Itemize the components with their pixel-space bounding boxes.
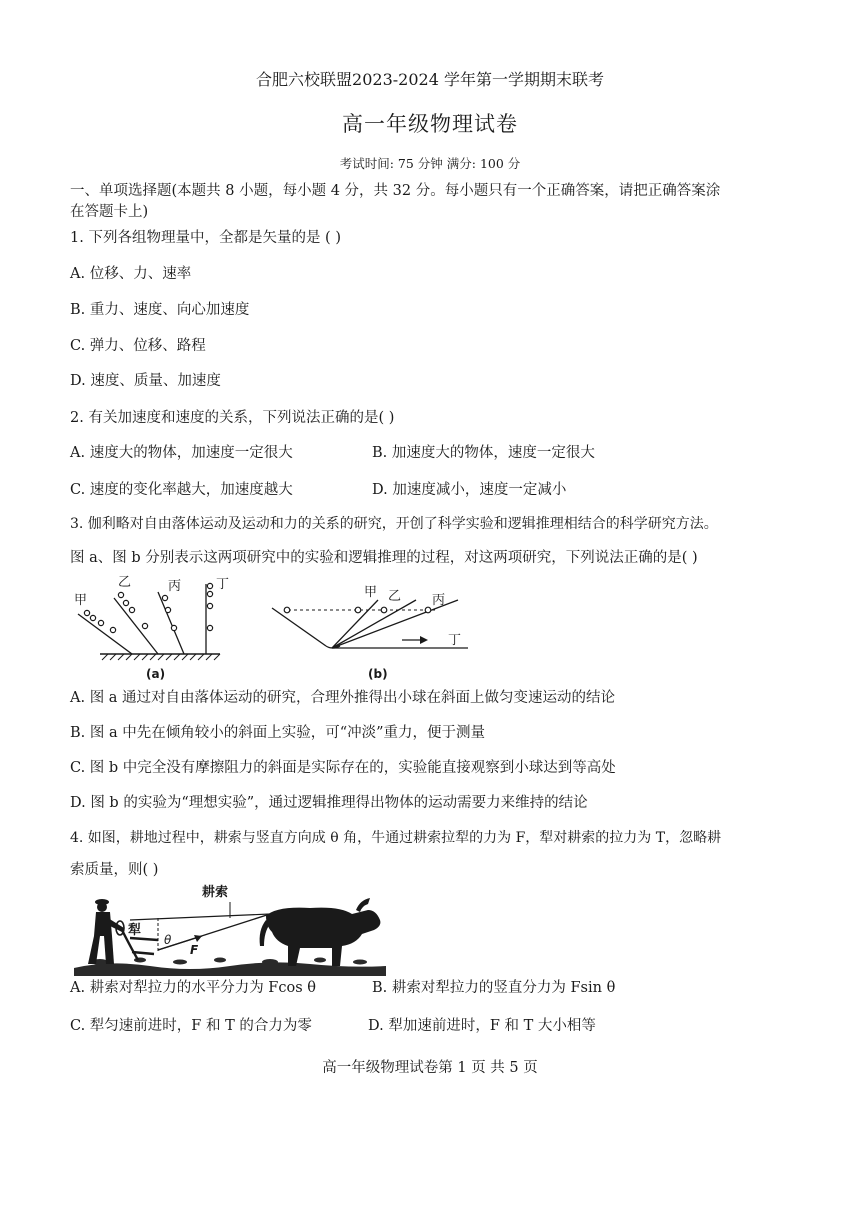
label-a-ding: 丁 — [216, 577, 230, 592]
label-b-yi: 乙 — [388, 589, 402, 604]
ball-yi-2 — [123, 600, 128, 605]
ball-b-yi — [381, 607, 387, 613]
q3-option-a: A. 图 a 通过对自由落体运动的研究，合理外推得出小球在斜面上做匀变速运动的结论 — [70, 690, 616, 706]
label-a-bing: 丙 — [168, 579, 182, 594]
ball-jia-2 — [90, 615, 95, 620]
label-b-bing: 丙 — [432, 593, 446, 608]
q4-option-c: C. 犁匀速前进时，F 和 T 的合力为零 — [70, 1018, 312, 1034]
q3-stem-line1: 3. 伽利略对自由落体运动及运动和力的关系的研究，开创了科学实验和逻辑推理相结合的科学研究方法。 — [70, 516, 718, 532]
q1-option-c: C. 弹力、位移、路程 — [70, 338, 206, 354]
q1-option-b: B. 重力、速度、向心加速度 — [70, 302, 250, 318]
ox-icon — [260, 898, 381, 966]
force-label: F — [190, 943, 199, 957]
ball-ding-1 — [207, 583, 212, 588]
q4-stem-line2: 索质量，则( ) — [70, 862, 159, 878]
exam-title: 合肥六校联盟2023-2024 学年第一学期期末联考 — [256, 70, 604, 89]
q1-option-d: D. 速度、质量、加速度 — [70, 373, 221, 389]
paper-title: 高一年级物理试卷 — [342, 112, 518, 136]
label-b-jia: 甲 — [364, 585, 378, 600]
q4-option-b: B. 耕索对犁拉力的竖直分力为 Fsin θ — [372, 980, 616, 996]
ball-b-bing — [425, 607, 431, 613]
ball-jia-3 — [98, 620, 103, 625]
plow-label: 犁 — [128, 923, 142, 938]
q2-option-b: B. 加速度大的物体，速度一定很大 — [372, 445, 595, 461]
figure-b — [268, 572, 478, 684]
ball-ding-3 — [207, 603, 212, 608]
angle-label: θ — [164, 933, 172, 947]
page-footer: 高一年级物理试卷第 1 页 共 5 页 — [322, 1060, 538, 1076]
caption-b: (b) — [368, 667, 388, 681]
q2-stem: 2. 有关加速度和速度的关系，下列说法正确的是( ) — [70, 410, 395, 426]
q2-option-c: C. 速度的变化率越大，加速度越大 — [70, 482, 293, 498]
q4-option-a: A. 耕索对犁拉力的水平分力为 Fcos θ — [70, 980, 316, 996]
caption-a: (a) — [146, 667, 166, 681]
ball-bing-1 — [162, 595, 167, 600]
label-a-jia: 甲 — [74, 593, 88, 608]
ball-b-start — [284, 607, 290, 613]
farmer-icon — [88, 899, 124, 964]
q4-stem-line1: 4. 如图，耕地过程中，耕索与竖直方向成 θ 角，牛通过耕索拉犁的力为 F，犁对耕索的拉力为 T，忽略耕 — [70, 830, 722, 846]
ball-yi-1 — [118, 592, 123, 597]
q1-option-a: A. 位移、力、速率 — [70, 266, 192, 282]
ball-ding-4 — [207, 625, 212, 630]
figure-a — [70, 572, 240, 684]
exam-info: 考试时间: 75 分钟 满分: 100 分 — [339, 156, 521, 171]
ball-ding-2 — [207, 591, 212, 596]
ball-b-jia — [355, 607, 361, 613]
section-instruction-line2: 在答题卡上) — [70, 204, 149, 220]
plowing-figure — [70, 880, 390, 976]
ball-jia-1 — [84, 610, 89, 615]
label-b-ding: 丁 — [448, 633, 462, 648]
ball-yi-3 — [129, 607, 134, 612]
section-instruction-line1: 一、单项选择题(本题共 8 小题，每小题 4 分，共 32 分。每小题只有一个正确答案，请把正确答案涂 — [70, 183, 721, 199]
label-a-yi: 乙 — [118, 575, 132, 590]
q2-option-a: A. 速度大的物体，加速度一定很大 — [70, 445, 293, 461]
q1-stem: 1. 下列各组物理量中，全都是矢量的是 ( ) — [70, 230, 341, 246]
rope-label: 耕索 — [202, 885, 229, 900]
q3-option-c: C. 图 b 中完全没有摩擦阻力的斜面是实际存在的，实验能直接观察到小球达到等高处 — [70, 760, 616, 776]
ball-bing-2 — [165, 607, 170, 612]
ball-yi-4 — [142, 623, 147, 628]
q3-option-d: D. 图 b 的实验为“理想实验”，通过逻辑推理得出物体的运动需要力来维持的结论 — [70, 795, 588, 811]
q2-option-d: D. 加速度减小，速度一定减小 — [372, 482, 567, 498]
q3-option-b: B. 图 a 中先在倾角较小的斜面上实验，可“冲淡”重力，便于测量 — [70, 725, 486, 741]
ball-bing-3 — [171, 625, 176, 630]
q3-stem-line2: 图 a、图 b 分别表示这两项研究中的实验和逻辑推理的过程，对这两项研究，下列说法正确的是( ) — [70, 550, 698, 566]
ball-jia-4 — [110, 627, 115, 632]
q4-option-d: D. 犁加速前进时，F 和 T 大小相等 — [368, 1018, 596, 1034]
